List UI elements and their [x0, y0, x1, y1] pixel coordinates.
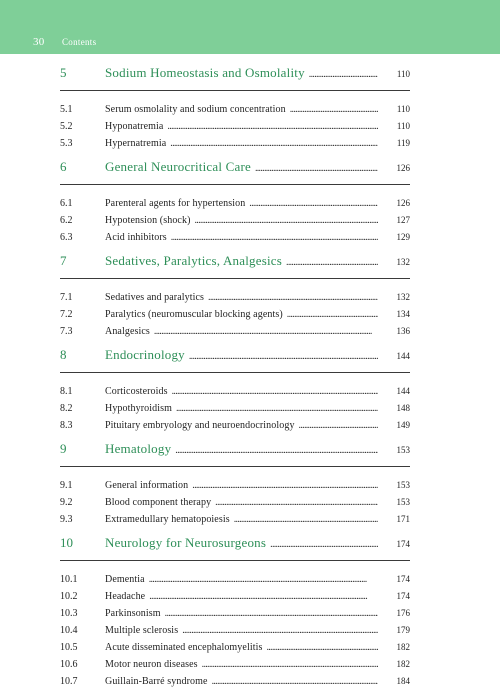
toc-entry[interactable] — [60, 227, 410, 244]
chapter-number: 5 — [60, 65, 67, 80]
entry-number: 7.1 — [60, 292, 73, 303]
toc-entry[interactable] — [60, 99, 410, 116]
entry-number: 10.3 — [60, 608, 78, 619]
toc-entry[interactable] — [60, 398, 410, 415]
toc-entry[interactable] — [60, 116, 410, 133]
chapter-number: 8 — [60, 347, 67, 362]
entry-number: 7.3 — [60, 326, 73, 337]
dot-leader — [167, 116, 378, 134]
entry-number: 6.2 — [60, 215, 73, 226]
toc-entry[interactable] — [60, 210, 410, 227]
entry-number: 5.2 — [60, 121, 73, 132]
dot-leader — [192, 475, 378, 493]
entry-title: Motor neuron diseases — [105, 659, 198, 670]
dot-leader — [172, 381, 378, 399]
entry-title: Acid inhibitors — [105, 232, 167, 243]
chapter-title: Neurology for Neurosurgeons — [105, 535, 267, 550]
dot-leader — [234, 509, 378, 527]
chapter-number: 7 — [60, 253, 67, 268]
entry-title: Serum osmolality and sodium concentration — [105, 104, 286, 115]
chapter-heading[interactable] — [60, 158, 410, 180]
toc-entry[interactable] — [60, 133, 410, 150]
entry-page: 179 — [396, 625, 410, 635]
entry-number: 6.1 — [60, 198, 73, 209]
chapter-page: 144 — [396, 351, 410, 361]
dot-leader — [286, 252, 378, 270]
dot-leader — [189, 346, 378, 364]
entry-number: 8.3 — [60, 420, 73, 431]
chapter-heading[interactable] — [60, 346, 410, 368]
chapter-number: 10 — [60, 535, 73, 550]
toc-entry[interactable] — [60, 304, 410, 321]
dot-leader — [182, 620, 378, 638]
chapter-divider — [60, 184, 410, 185]
entry-page: 132 — [396, 292, 410, 302]
entry-number: 8.1 — [60, 386, 73, 397]
toc-entry[interactable] — [60, 475, 410, 492]
entry-title: General information — [105, 480, 189, 491]
entry-page: 176 — [396, 608, 410, 618]
entry-page: 136 — [396, 326, 410, 336]
entry-number: 9.1 — [60, 480, 73, 491]
entry-page: 184 — [396, 676, 410, 686]
entry-page: 182 — [396, 642, 410, 652]
dot-leader — [175, 440, 378, 458]
toc-entry[interactable] — [60, 321, 410, 338]
chapter-heading[interactable] — [60, 64, 410, 86]
dot-leader — [195, 210, 379, 228]
entry-number: 10.5 — [60, 642, 78, 653]
entry-page: 144 — [396, 386, 410, 396]
entry-number: 6.3 — [60, 232, 73, 243]
dot-leader — [212, 671, 378, 689]
entry-title: Hypernatremia — [105, 138, 167, 149]
entry-page: 153 — [396, 497, 410, 507]
entry-page: 153 — [396, 480, 410, 490]
toc-entry[interactable] — [60, 287, 410, 304]
entry-page: 174 — [396, 574, 410, 584]
entry-title: Corticosteroids — [105, 386, 168, 397]
dot-leader — [149, 569, 378, 587]
page-number: 30 — [33, 36, 45, 48]
toc-entry[interactable] — [60, 509, 410, 526]
chapter-page: 110 — [396, 69, 410, 79]
entry-number: 10.7 — [60, 676, 78, 687]
dot-leader — [299, 415, 378, 433]
toc-entry[interactable] — [60, 637, 410, 654]
entry-number: 9.3 — [60, 514, 73, 525]
toc-entry[interactable] — [60, 193, 410, 210]
entry-title: Guillain-Barré syndrome — [105, 676, 208, 687]
dot-leader — [290, 99, 378, 117]
dot-leader — [170, 133, 378, 151]
chapter-title: General Neurocritical Care — [105, 159, 251, 174]
entry-page: 110 — [396, 121, 410, 131]
toc-entry[interactable] — [60, 586, 410, 603]
entry-number: 10.4 — [60, 625, 78, 636]
entry-page: 174 — [396, 591, 410, 601]
entry-page: 126 — [396, 198, 410, 208]
toc-entry[interactable] — [60, 620, 410, 637]
entry-number: 5.1 — [60, 104, 73, 115]
entry-title: Parkinsonism — [105, 608, 161, 619]
entry-title: Headache — [105, 591, 146, 602]
toc-entry[interactable] — [60, 415, 410, 432]
toc-entry[interactable] — [60, 381, 410, 398]
chapter-title: Sodium Homeostasis and Osmolality — [105, 65, 305, 80]
dot-leader — [287, 304, 378, 322]
entry-title: Analgesics — [105, 326, 150, 337]
entry-title: Multiple sclerosis — [105, 625, 179, 636]
entry-number: 10.6 — [60, 659, 78, 670]
dot-leader — [176, 398, 378, 416]
dot-leader — [165, 603, 378, 621]
dot-leader — [255, 158, 378, 176]
chapter-page: 132 — [396, 257, 410, 267]
chapter-number: 9 — [60, 441, 67, 456]
dot-leader — [249, 193, 378, 211]
chapter-divider — [60, 560, 410, 561]
entry-number: 8.2 — [60, 403, 73, 414]
entry-title: Hypothyroidism — [105, 403, 172, 414]
chapter-divider — [60, 278, 410, 279]
dot-leader — [215, 492, 378, 510]
entry-title: Sedatives and paralytics — [105, 292, 205, 303]
toc-entry[interactable] — [60, 492, 410, 509]
dot-leader — [171, 227, 378, 245]
entry-title: Dementia — [105, 574, 145, 585]
toc-entry[interactable] — [60, 569, 410, 586]
entry-number: 9.2 — [60, 497, 73, 508]
entry-page: 182 — [396, 659, 410, 669]
toc-entry[interactable] — [60, 654, 410, 671]
table-of-contents — [60, 64, 410, 688]
dot-leader — [208, 287, 378, 305]
chapter-page: 174 — [396, 539, 410, 549]
entry-title: Hyponatremia — [105, 121, 164, 132]
toc-entry[interactable] — [60, 671, 410, 688]
entry-number: 10.1 — [60, 574, 78, 585]
chapter-divider — [60, 90, 410, 91]
dot-leader — [270, 534, 378, 552]
header-bar — [0, 0, 500, 54]
entry-number: 5.3 — [60, 138, 73, 149]
section-title: Contents — [62, 37, 97, 47]
entry-title: Blood component therapy — [105, 497, 212, 508]
entry-number: 10.2 — [60, 591, 78, 602]
chapter-divider — [60, 372, 410, 373]
entry-number: 7.2 — [60, 309, 73, 320]
toc-entry[interactable] — [60, 603, 410, 620]
chapter-title: Endocrinology — [105, 347, 185, 362]
chapter-title: Sedatives, Paralytics, Analgesics — [105, 253, 283, 268]
chapter-page: 153 — [396, 445, 410, 455]
entry-page: 148 — [396, 403, 410, 413]
chapter-page: 126 — [396, 163, 410, 173]
chapter-title: Hematology — [105, 441, 172, 456]
entry-page: 127 — [396, 215, 410, 225]
dot-leader — [309, 64, 378, 82]
entry-title: Extramedullary hematopoiesis — [105, 514, 230, 525]
chapter-number: 6 — [60, 159, 67, 174]
dot-leader — [149, 586, 378, 604]
dot-leader — [266, 637, 378, 655]
entry-title: Paralytics (neuromuscular blocking agents) — [105, 309, 283, 320]
entry-page: 110 — [396, 104, 410, 114]
entry-page: 119 — [396, 138, 410, 148]
chapter-heading[interactable] — [60, 252, 410, 274]
entry-page: 171 — [396, 514, 410, 524]
entry-title: Pituitary embryology and neuroendocrinology — [105, 420, 295, 431]
entry-page: 134 — [396, 309, 410, 319]
chapter-heading[interactable] — [60, 440, 410, 462]
chapter-heading[interactable] — [60, 534, 410, 556]
entry-title: Hypotension (shock) — [105, 215, 191, 226]
entry-page: 129 — [396, 232, 410, 242]
entry-title: Parenteral agents for hypertension — [105, 198, 246, 209]
dot-leader — [202, 654, 378, 672]
entry-title: Acute disseminated encephalomyelitis — [105, 642, 263, 653]
chapter-divider — [60, 466, 410, 467]
dot-leader — [154, 321, 378, 339]
entry-page: 149 — [396, 420, 410, 430]
